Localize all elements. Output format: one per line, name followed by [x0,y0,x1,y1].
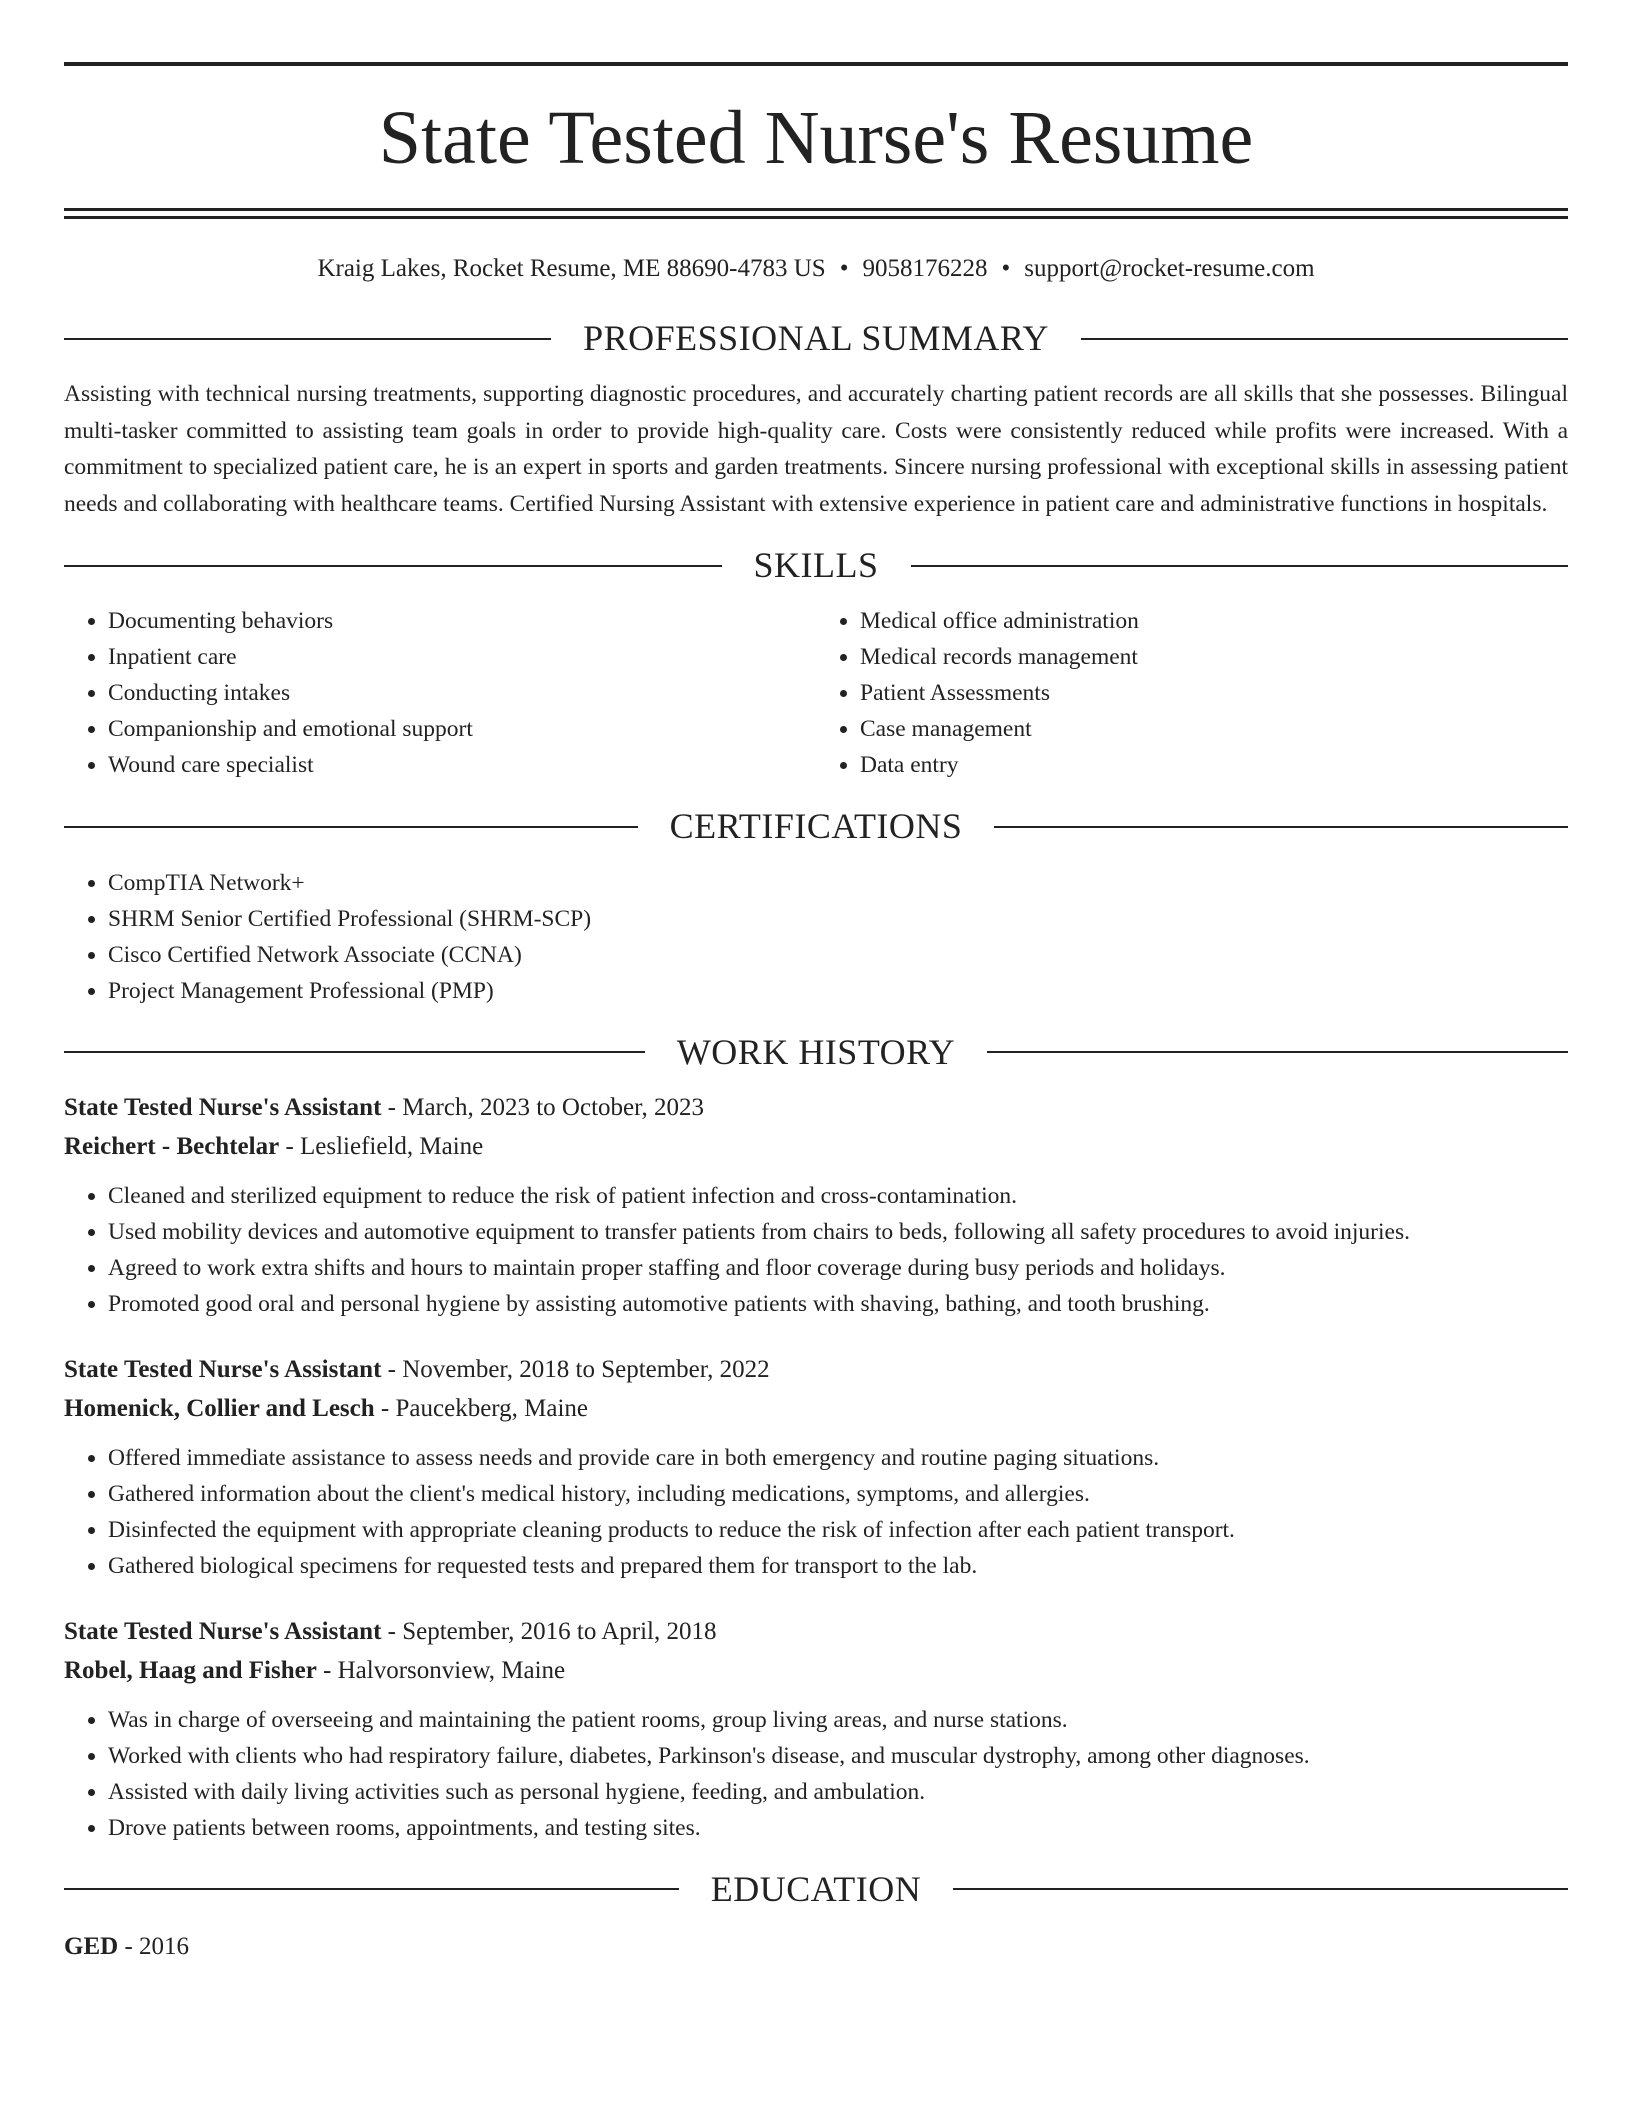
certification-item: • SHRM Senior Certified Professional (SHRM-SCP) [108,901,1568,937]
divider [64,338,551,340]
job-bullet: • Cleaned and sterilized equipment to reduce the risk of patient infection and cross-contamination. [108,1178,1568,1214]
contact-phone: 9058176228 [862,255,988,282]
job-company: Homenick, Collier and Lesch [64,1394,375,1422]
job-bullet: • Offered immediate assistance to assess needs and provide care in both emergency and routine paging situations. [108,1440,1568,1476]
skill-item: • Medical records management [860,639,1568,675]
section-title: EDUCATION [710,1868,922,1909]
job-title-line [64,1612,1568,1651]
certification-item: • Cisco Certified Network Associate (CCNA) [108,937,1568,973]
section-header-summary [64,317,1568,360]
section-header-work-history [64,1031,1568,1074]
job-entry [64,1088,1568,1322]
job-company: Reichert - Bechtelar [64,1132,280,1160]
contact-line [64,255,1568,283]
skill-item: • Inpatient care [108,639,816,675]
divider [64,565,722,567]
job-company: Robel, Haag and Fisher [64,1656,317,1684]
section-title: PROFESSIONAL SUMMARY [583,318,1049,358]
job-bullet: • Was in charge of overseeing and maintaining the patient rooms, group living areas, and nurse stations. [108,1702,1568,1738]
job-company-line [64,1389,1568,1428]
job-entry [64,1612,1568,1846]
section-title: CERTIFICATIONS [669,806,963,847]
job-title-line [64,1350,1568,1389]
skill-item: • Wound care specialist [108,747,816,783]
certification-item: • Project Management Professional (PMP) [108,973,1568,1009]
summary-text: Assisting with technical nursing treatments, supporting diagnostic procedures, and accurately charting patient records are all skills that she possesses. Bilingual multi-tasker committed to assisting team goals in order to provide high-quality care. Costs were consistently reduced while profits were increased. With a commitment to specialized patient care, he is an expert in sports and garden treatments. Sincere nursing professional with exceptional skills in assessing patient needs and collaborating with healthcare teams. Certified Nursing Assistant with extensive experience in patient care and administrative functions in hospitals. [64,381,1568,517]
divider [987,1051,1568,1053]
divider [911,565,1569,567]
job-entry [64,1350,1568,1584]
job-title: State Tested Nurse's Assistant [64,1093,382,1121]
job-bullets [64,1440,1568,1584]
education-entry [64,1933,1568,1961]
skills-column-left [64,603,816,783]
divider [953,1888,1568,1890]
job-bullet: • Assisted with daily living activities such as personal hygiene, feeding, and ambulation. [108,1774,1568,1810]
job-title: State Tested Nurse's Assistant [64,1355,382,1383]
skills-column-right [816,603,1568,783]
job-bullets [64,1178,1568,1322]
education-degree: GED [64,1932,119,1960]
job-company-line [64,1651,1568,1690]
section-title: WORK HISTORY [676,1031,956,1072]
job-bullet: • Drove patients between rooms, appointments, and testing sites. [108,1810,1568,1846]
job-location: - Halvorsonview, Maine [316,1656,566,1684]
divider [64,1888,679,1890]
contact-separator: • [839,255,849,282]
certifications-list [64,865,1568,1009]
divider [64,826,638,828]
certification-item: • CompTIA Network+ [108,865,1568,901]
education-year: - 2016 [118,1932,190,1960]
divider [1081,338,1568,340]
job-bullet: • Used mobility devices and automotive equipment to transfer patients from chairs to beds, following all safety procedures to avoid injuries. [108,1214,1568,1250]
skill-item: • Companionship and emotional support [108,711,816,747]
title-double-rule [64,208,1568,219]
skills-list [64,603,1568,783]
skill-item: • Patient Assessments [860,675,1568,711]
skill-item: • Medical office administration [860,603,1568,639]
job-dates: - March, 2023 to October, 2023 [381,1093,704,1121]
divider [994,826,1568,828]
section-header-education [64,1868,1568,1911]
job-location: - Paucekberg, Maine [374,1394,589,1422]
contact-email: support@rocket-resume.com [1024,255,1315,282]
job-bullet: • Worked with clients who had respiratory failure, diabetes, Parkinson's disease, and muscular dystrophy, among other diagnoses. [108,1738,1568,1774]
page-title: State Tested Nurse's Resume [378,96,1254,180]
contact-separator: • [1001,255,1011,282]
job-title: State Tested Nurse's Assistant [64,1617,382,1645]
job-bullet: • Promoted good oral and personal hygiene by assisting automotive patients with shaving, bathing, and tooth brushing. [108,1286,1568,1322]
skill-item: • Data entry [860,747,1568,783]
job-bullet: • Gathered biological specimens for requested tests and prepared them for transport to the lab. [108,1548,1568,1584]
top-rule [64,62,1568,66]
section-header-certifications [64,805,1568,848]
job-title-line [64,1088,1568,1127]
section-header-skills [64,544,1568,587]
job-dates: - September, 2016 to April, 2018 [381,1617,717,1645]
section-title: SKILLS [753,545,879,586]
skill-item: • Case management [860,711,1568,747]
skill-item: • Conducting intakes [108,675,816,711]
job-bullet: • Disinfected the equipment with appropriate cleaning products to reduce the risk of infection after each patient transport. [108,1512,1568,1548]
skill-item: • Documenting behaviors [108,603,816,639]
job-dates: - November, 2018 to September, 2022 [381,1355,770,1383]
job-bullets [64,1702,1568,1846]
job-bullet: • Gathered information about the client's medical history, including medications, symptoms, and allergies. [108,1476,1568,1512]
job-company-line [64,1127,1568,1166]
job-bullet: • Agreed to work extra shifts and hours to maintain proper staffing and floor coverage during busy periods and holidays. [108,1250,1568,1286]
job-location: - Lesliefield, Maine [279,1132,484,1160]
contact-address: Kraig Lakes, Rocket Resume, ME 88690-4783 US [317,255,826,282]
divider [64,1051,645,1053]
